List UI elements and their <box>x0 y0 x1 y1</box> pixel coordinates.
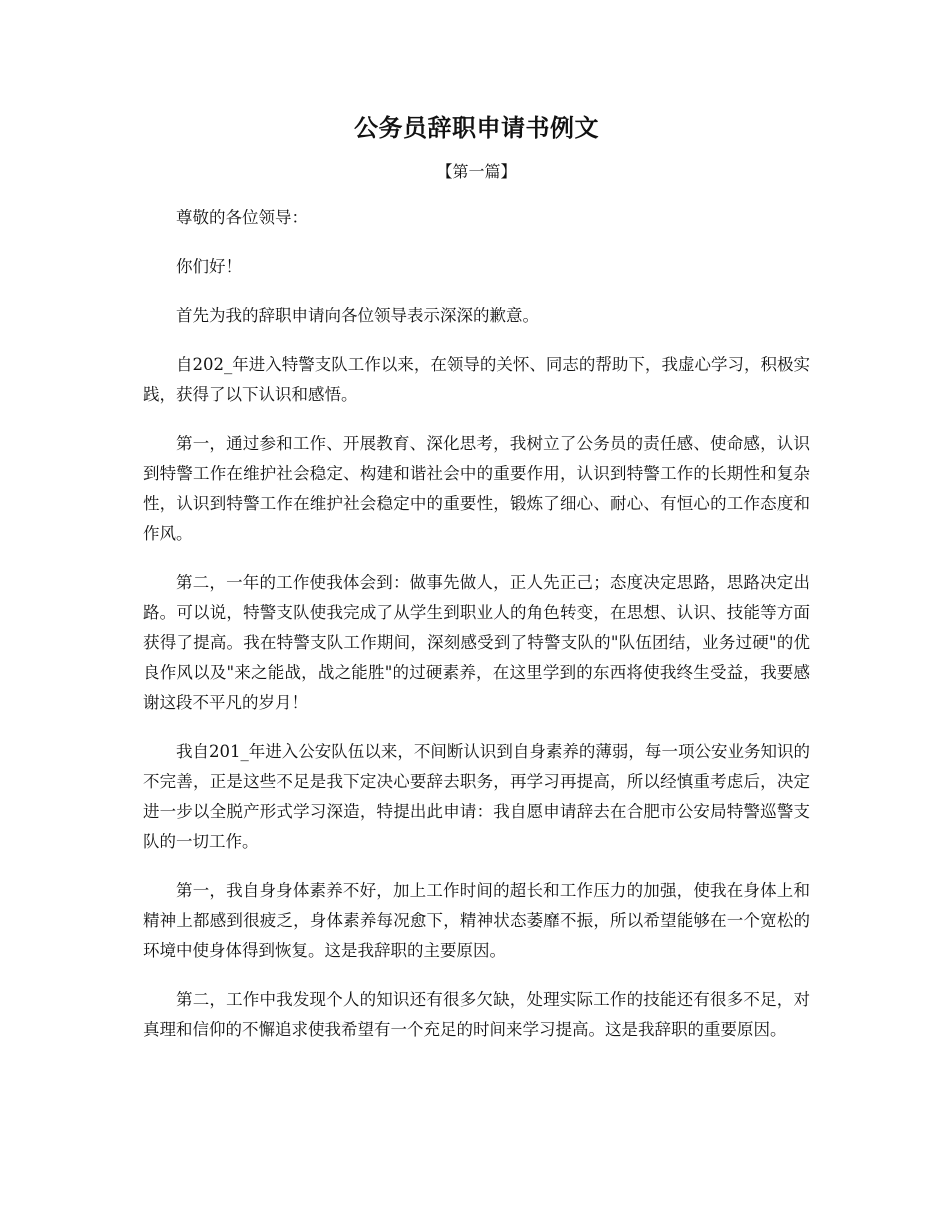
paragraph-intro: 自202_年进入特警支队工作以来，在领导的关怀、同志的帮助下，我虚心学习，积极实践，获得了以下认识和感悟。 <box>143 355 810 404</box>
document-page <box>143 108 810 1045</box>
document-title: 公务员辞职申请书例文 <box>354 113 599 142</box>
paragraph-decision: 我自201_年进入公安队伍以来，不间断认识到自身素养的薄弱，每一项公安业务知识的不完善，正是这些不足是我下定决心要辞去职务，再学习再提高，所以经慎重考虑后，决定进一步以全脱产形式学习深造，特提出此申请：我自愿申请辞去在合肥市公安局特警巡警支队的一切工作。 <box>143 742 810 851</box>
paragraph-second-reason: 第二，工作中我发现个人的知识还有很多欠缺，处理实际工作的技能还有很多不足，对真理和信仰的不懈追求使我希望有一个充足的时间来学习提高。这是我辞职的重要原因。 <box>143 990 810 1039</box>
greeting: 你们好！ <box>176 257 242 276</box>
paragraph-first-insight: 第一，通过参和工作、开展教育、深化思考，我树立了公务员的责任感、使命感，认识到特警工作在维护社会稳定、构建和谐社会中的重要作用，认识到特警工作的长期性和复杂性，认识到特警工作在维护社会稳定中的重要性，锻炼了细心、耐心、有恒心的工作态度和作风。 <box>143 434 810 543</box>
paragraph-first-reason: 第一，我自身身体素养不好，加上工作时间的超长和工作压力的加强，使我在身体上和精神上都感到很疲乏，身体素养每况愈下，精神状态萎靡不振，所以希望能够在一个宽松的环境中使身体得到恢复。这是我辞职的主要原因。 <box>143 881 810 960</box>
salutation: 尊敬的各位领导： <box>176 208 308 227</box>
section-label: 【第一篇】 <box>436 162 517 181</box>
paragraph-apology: 首先为我的辞职申请向各位领导表示深深的歉意。 <box>176 306 539 325</box>
paragraph-second-insight: 第二，一年的工作使我体会到：做事先做人，正人先正己；态度决定思路，思路决定出路。可以说，特警支队使我完成了从学生到职业人的角色转变，在思想、认识、技能等方面获得了提高。我在特警支队工作期间，深刻感受到了特警支队的"队伍团结，业务过硬"的优良作风以及"来之能战，战之能胜"的过硬素养，在这里学到的东西将使我终生受益，我要感谢这段不平凡的岁月！ <box>143 573 810 712</box>
